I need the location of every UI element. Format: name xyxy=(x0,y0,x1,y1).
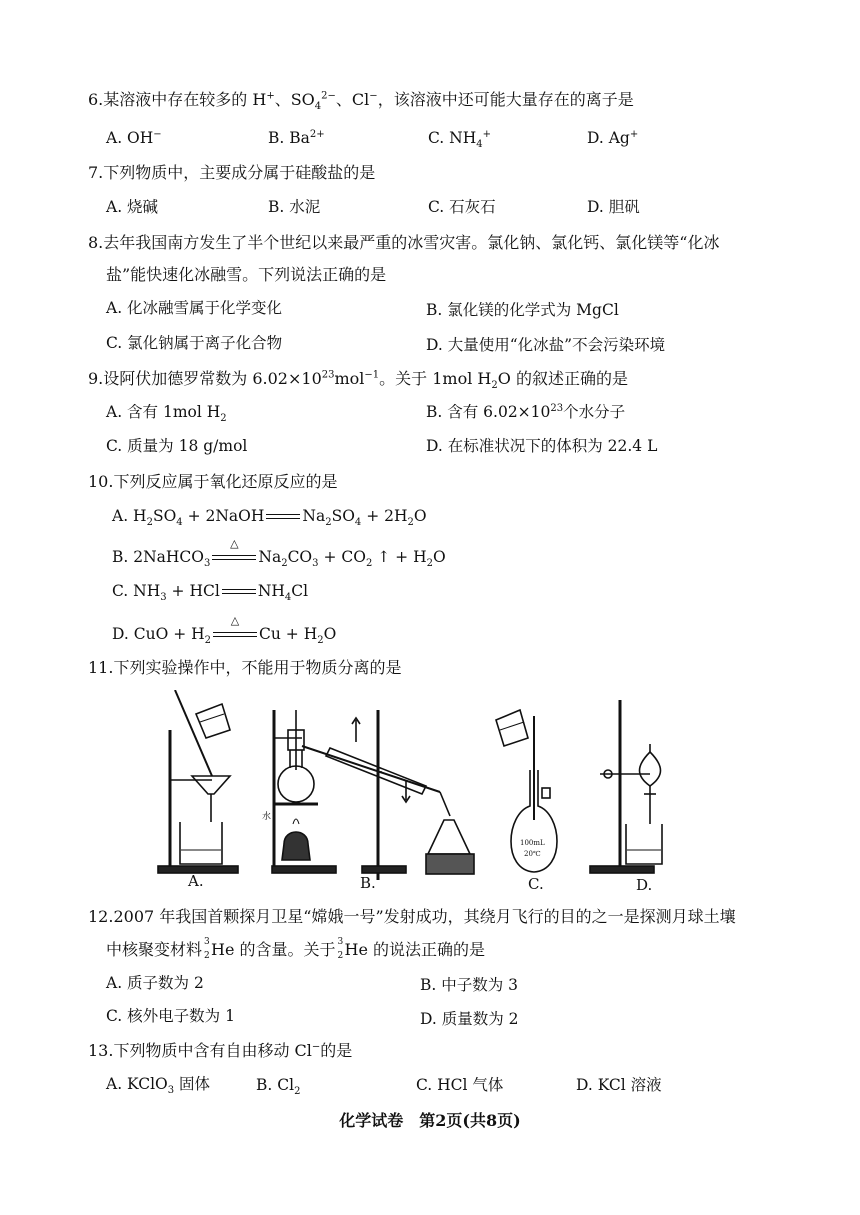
question-13-stem xyxy=(88,1040,352,1062)
question-number: 10. xyxy=(88,472,114,491)
question-number: 8. xyxy=(88,233,104,252)
question-9-option-c: C. 质量为 18 g/mol xyxy=(106,437,248,455)
question-12-option-a: A. 质子数为 2 xyxy=(106,974,204,992)
question-13-option-d: D. KCl 溶液 xyxy=(576,1076,662,1094)
question-number: 6. xyxy=(88,90,104,109)
figure-label-b: B. xyxy=(360,874,376,892)
figure-label-a: A. xyxy=(188,872,204,890)
filtration-apparatus-icon xyxy=(158,690,238,873)
question-13-text: 下列物质中含有自由移动 Cl−的是 xyxy=(113,1041,353,1060)
question-8-text-1: 去年我国南方发生了半个世纪以来最严重的冰雪灾害。氯化钠、氯化钙、氯化镁等“化冰 xyxy=(103,233,720,252)
question-number: 7. xyxy=(88,163,104,182)
question-9-option-b: B. 含有 $6.02\times 10^{23}$个水分子 xyxy=(426,402,626,421)
question-9-option-a: A. 含有 1mol $H_2$ xyxy=(106,403,227,425)
question-10-option-c: C. $NH_3$ + HCl $NH_4Cl$ xyxy=(112,582,309,604)
question-12-text-1: 2007 年我国首颗探月卫星“嫦娥一号”发射成功，其绕月飞行的目的之一是探测月球土壤 xyxy=(113,907,736,926)
question-7-option-a: A. 烧碱 xyxy=(106,198,159,216)
heat-condition-icon: △ xyxy=(211,623,259,643)
question-12-option-c: C. 核外电子数为 1 xyxy=(106,1007,235,1025)
question-10-option-a: A. $H_2SO_4$ + 2NaOH $Na_2SO_4 + 2H_2O$ xyxy=(112,507,427,529)
water-label: 水 xyxy=(262,812,272,822)
question-number: 9. xyxy=(88,369,104,388)
page-footer: 化学试卷 第2页(共8页) xyxy=(339,1111,521,1130)
question-8-option-c: C. 氯化钠属于离子化合物 xyxy=(106,334,283,352)
question-7-option-b: B. 水泥 xyxy=(268,198,321,216)
question-7-option-d: D. 胆矾 xyxy=(587,198,640,216)
question-number: 13. xyxy=(88,1041,114,1060)
separatory-funnel-icon xyxy=(590,700,662,873)
question-12-option-d: D. 质量数为 2 xyxy=(420,1010,519,1028)
question-6-option-c: C. $NH_4^+$ xyxy=(428,128,492,151)
apparatus-figure xyxy=(150,690,690,890)
question-10-stem xyxy=(88,471,337,493)
question-6-option-a: A. OH− xyxy=(106,128,162,147)
question-6-option-b: B. $Ba^{2+}$ xyxy=(268,128,325,147)
distillation-apparatus-icon xyxy=(272,710,474,880)
question-10-text: 下列反应属于氧化还原反应的是 xyxy=(113,472,338,491)
figure-label-d: D. xyxy=(636,876,653,894)
question-7-option-c: C. 石灰石 xyxy=(428,198,496,216)
equals-sign-icon xyxy=(264,505,302,525)
question-number: 11. xyxy=(88,658,114,677)
question-8-stem-line2: 盐”能快速化冰融雪。下列说法正确的是 xyxy=(106,265,387,284)
question-6-text: 某溶液中存在较多的 H+、$SO_4^{2-}$、Cl−，该溶液中还可能大量存在的离子是 xyxy=(103,90,634,113)
question-12-option-b: B. 中子数为 3 xyxy=(420,976,519,994)
question-11-stem xyxy=(88,657,401,679)
question-13-option-b: B. $Cl_2$ xyxy=(256,1076,301,1098)
question-10-option-b: B. 2NaHCO$_3$ △ $Na_2CO_3 + CO_2$ ↑ + $H_2O$ xyxy=(112,537,446,570)
equals-sign-icon xyxy=(220,580,258,600)
question-8-option-d: D. 大量使用“化冰盐”不会污染环境 xyxy=(426,336,666,354)
question-13-option-a: A. KClO$_3$ 固体 xyxy=(106,1075,211,1097)
question-9-stem xyxy=(88,368,628,390)
figure-label-c: C. xyxy=(528,875,544,893)
question-10-option-d: D. CuO + $H_2$ △ $Cu + H_2O$ xyxy=(112,614,337,647)
flask-temp-label: 20℃ xyxy=(524,850,541,858)
question-8-option-b: B. 氯化镁的化学式为 MgCl xyxy=(426,301,619,319)
question-9-text: 设阿伏加德罗常数为 $6.02\times 10^{23}mol^{-1}$。关于 1mol $H_2O$ 的叙述正确的是 xyxy=(103,369,628,392)
question-number: 12. xyxy=(88,907,114,926)
question-7-text: 下列物质中，主要成分属于硅酸盐的是 xyxy=(103,163,376,182)
question-9-option-d: D. 在标准状况下的体积为 22.4 L xyxy=(426,437,658,455)
question-12-stem-line1 xyxy=(88,906,736,928)
question-6-stem xyxy=(88,89,634,111)
question-6-option-d: D. Ag+ xyxy=(587,128,639,147)
question-8-stem-line1 xyxy=(88,232,719,254)
question-12-stem-line2: 中核聚变材料 3 2 He 的含量。关于 3 2 He 的说法正确的是 xyxy=(106,937,486,961)
question-8-option-a: A. 化冰融雪属于化学变化 xyxy=(106,299,283,317)
flask-volume-label: 100mL xyxy=(520,839,545,847)
question-7-stem xyxy=(88,162,375,184)
question-13-option-c: C. HCl 气体 xyxy=(416,1076,504,1094)
heat-condition-icon: △ xyxy=(210,546,258,566)
question-11-text: 下列实验操作中，不能用于物质分离的是 xyxy=(113,658,402,677)
